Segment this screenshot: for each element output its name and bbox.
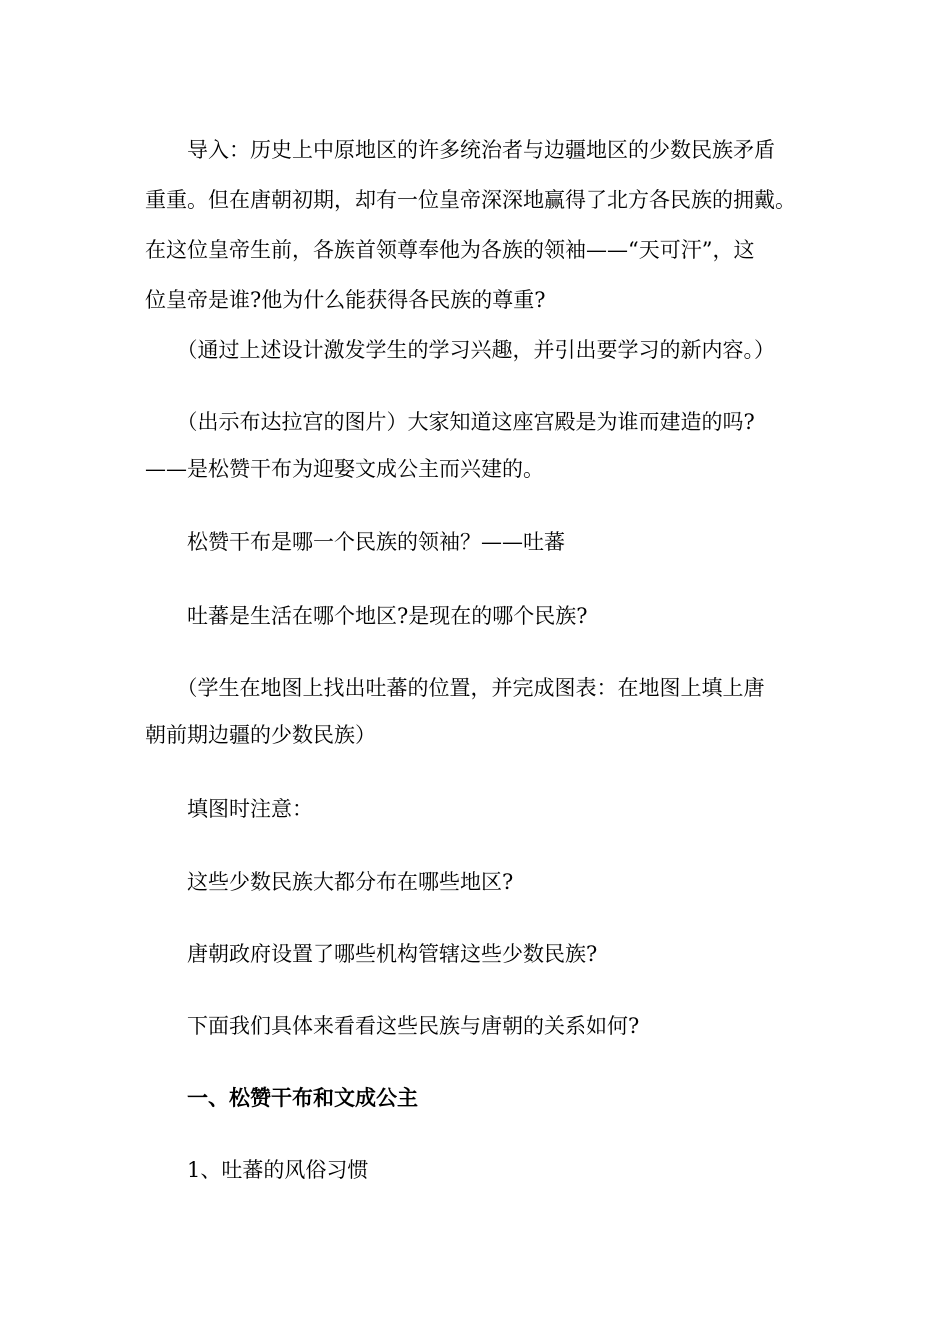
map-notes-heading: 填图时注意： <box>145 797 313 821</box>
intro-paragraph-line-3: 在这位皇帝生前，各族首领尊奉他为各族的领袖——“天可汗”，这 <box>145 238 755 262</box>
songtsen-question: 松赞干布是哪一个民族的领袖？——吐蕃 <box>145 530 565 554</box>
relations-question: 下面我们具体来看看这些民族与唐朝的关系如何? <box>145 1014 640 1038</box>
map-note-question-2: 唐朝政府设置了哪些机构管辖这些少数民族? <box>145 942 598 966</box>
map-activity-line-1: （学生在地图上找出吐蕃的位置，并完成图表：在地图上填上唐 <box>145 676 765 700</box>
map-activity-line-2: 朝前期边疆的少数民族） <box>145 723 376 747</box>
potala-answer-line: ——是松赞干布为迎娶文成公主而兴建的。 <box>145 457 544 481</box>
subsection-heading-1: 1、吐蕃的风俗习惯 <box>145 1158 369 1182</box>
section-heading-1: 一、松赞干布和文成公主 <box>145 1085 418 1110</box>
intro-paragraph-line-2: 重重。但在唐朝初期，却有一位皇帝深深地赢得了北方各民族的拥戴。 <box>145 188 796 212</box>
tubo-question: 吐蕃是生活在哪个地区?是现在的哪个民族? <box>145 604 588 628</box>
potala-question-line-1: （出示布达拉宫的图片）大家知道这座宫殿是为谁而建造的吗? <box>145 410 755 434</box>
intro-paragraph-line-4: 位皇帝是谁?他为什么能获得各民族的尊重? <box>145 288 546 312</box>
intro-paragraph-line-1: 导入：历史上中原地区的许多统治者与边疆地区的少数民族矛盾 <box>145 138 775 162</box>
map-note-question-1: 这些少数民族大都分布在哪些地区? <box>145 870 514 894</box>
design-note-paragraph: （通过上述设计激发学生的学习兴趣，并引出要学习的新内容。） <box>145 338 775 362</box>
